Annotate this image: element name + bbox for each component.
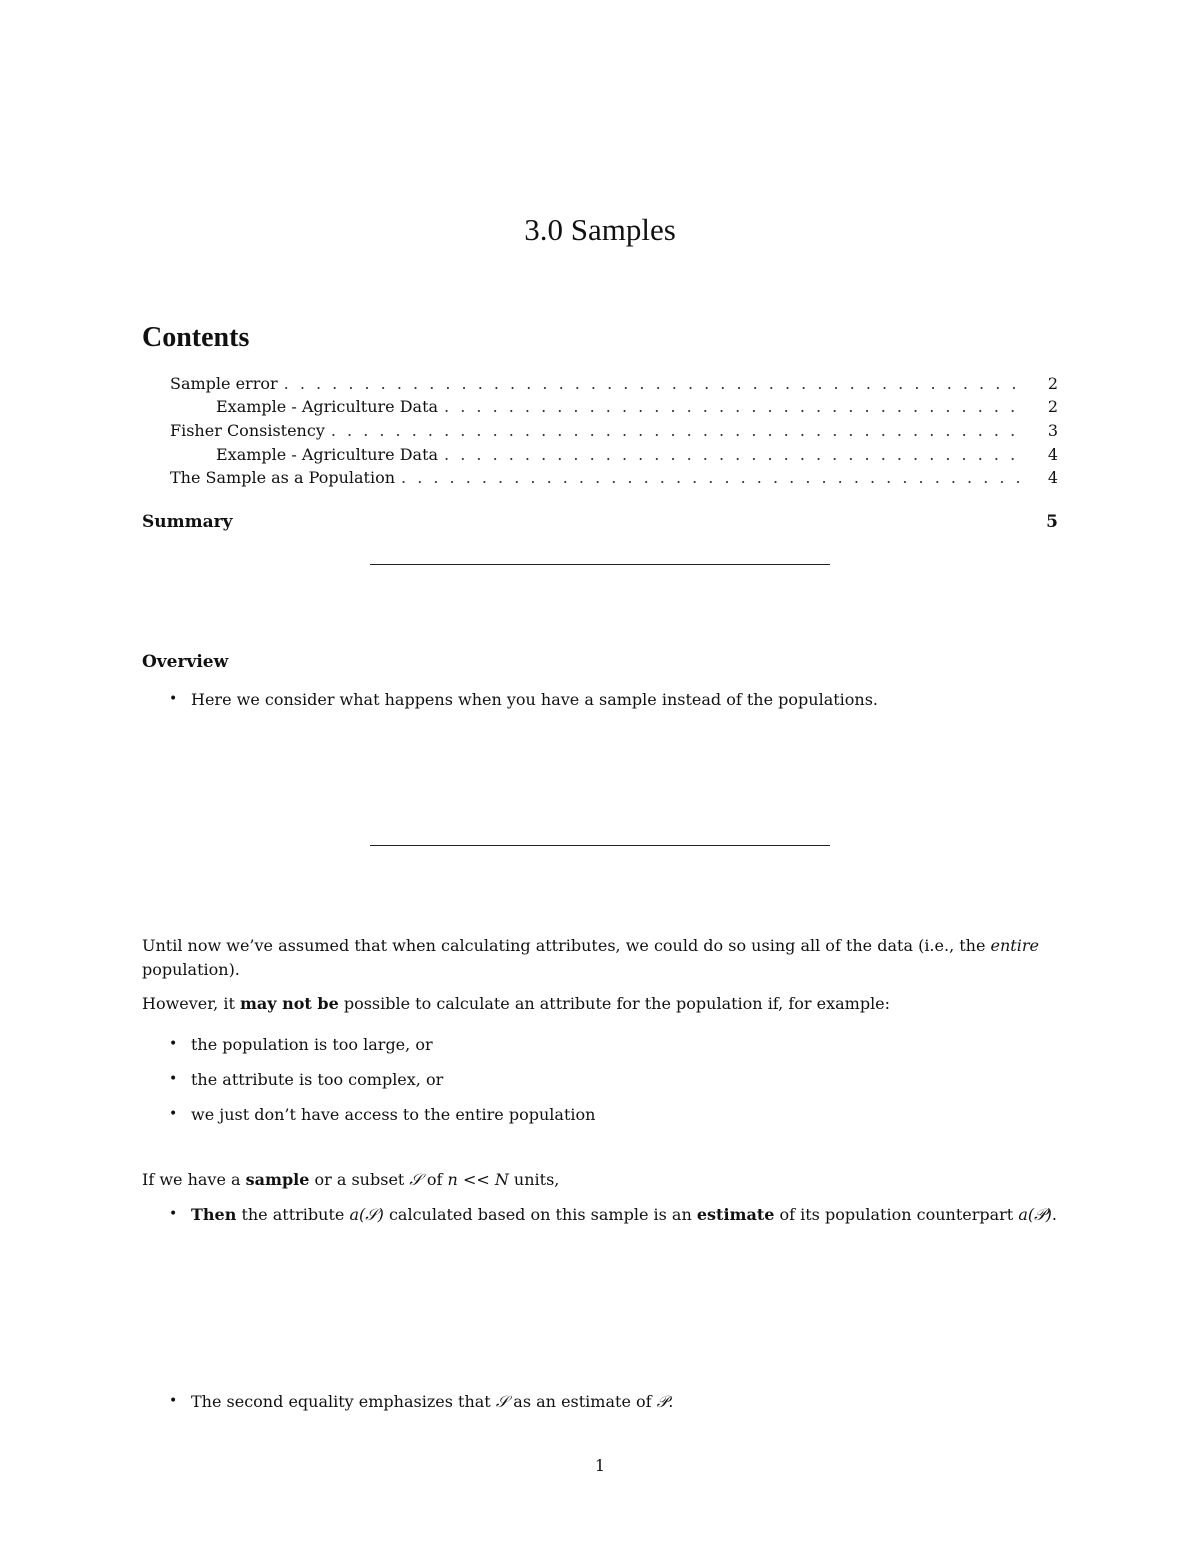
equality-list [165, 1390, 673, 1413]
toc-leader-dots [401, 468, 1024, 487]
overview-heading: Overview [142, 652, 229, 672]
text-run: or a subset [309, 1170, 410, 1189]
text-run: . [668, 1392, 674, 1411]
toc-entry-sample-as-population[interactable] [142, 468, 1058, 491]
math-symbol: 𝒫 [656, 1392, 669, 1411]
contents-heading: Contents [142, 322, 250, 353]
toc-entry-page: 4 [1047, 468, 1058, 487]
text-run: However, it [142, 994, 240, 1013]
math-symbol: 𝒮 [495, 1392, 509, 1411]
text-run: Until now we’ve assumed that when calculating attributes, we could do so using all of the data (i.e., the [142, 936, 991, 955]
math-expression: a(𝒮) [349, 1205, 384, 1224]
paragraph-however [142, 992, 1060, 1016]
toc-entry-summary[interactable] [142, 512, 1058, 536]
paragraph-intro [142, 934, 1060, 982]
toc-entry-page: 3 [1047, 421, 1058, 440]
emphasis-text: entire [990, 936, 1039, 955]
horizontal-rule [370, 845, 830, 846]
text-run: population). [142, 960, 240, 979]
bold-text: estimate [696, 1205, 775, 1224]
bold-text: sample [245, 1170, 310, 1189]
toc-entry-label: The Sample as a Population [170, 468, 396, 487]
toc-entry-page: 2 [1047, 397, 1058, 416]
text-run: as an estimate of [508, 1392, 657, 1411]
toc-entry-label: Example - Agriculture Data [216, 397, 439, 416]
text-run: The second equality emphasizes that [191, 1392, 496, 1411]
toc-entry-label: Sample error [170, 374, 278, 393]
toc-summary-page: 5 [1046, 512, 1058, 532]
text-run: units, [508, 1170, 560, 1189]
paragraph-sample [142, 1168, 1060, 1192]
text-run: . [1051, 1205, 1057, 1224]
text-run: of its population counterpart [774, 1205, 1019, 1224]
toc-leader-dots [444, 445, 1024, 464]
toc-leader-dots [331, 421, 1024, 440]
list-item: • the population is too large, or [165, 1027, 595, 1062]
toc-entry-example-agriculture-1[interactable] [142, 397, 1058, 420]
text-run: possible to calculate an attribute for the population if, for example: [338, 994, 891, 1013]
list-item [165, 1390, 673, 1413]
bold-text: Then [191, 1205, 237, 1224]
document-title: 3.0 Samples [524, 212, 676, 247]
toc-entry-label: Example - Agriculture Data [216, 445, 439, 464]
list-item: • the attribute is too complex, or [165, 1062, 595, 1097]
estimate-list [165, 1203, 1060, 1226]
toc-entry-label: Fisher Consistency [170, 421, 325, 440]
bold-text: may not be [239, 994, 339, 1013]
toc-entry-sample-error[interactable] [142, 374, 1058, 397]
toc-entry-page: 2 [1047, 374, 1058, 393]
math-expression: n << N [447, 1170, 509, 1189]
text-run: of [421, 1170, 448, 1189]
toc-entry-example-agriculture-2[interactable] [142, 445, 1058, 468]
list-item: • Here we consider what happens when you have a sample instead of the populations. [165, 688, 878, 711]
text-run: the attribute [236, 1205, 350, 1224]
reasons-list [165, 1027, 595, 1132]
text-run: calculated based on this sample is an [383, 1205, 697, 1224]
toc-leader-dots [284, 374, 1024, 393]
list-item: • we just don’t have access to the entire population [165, 1097, 595, 1132]
toc-entry-fisher-consistency[interactable] [142, 421, 1058, 444]
horizontal-rule [370, 564, 830, 565]
math-expression: a(𝒫) [1018, 1205, 1052, 1224]
math-symbol: 𝒮 [409, 1170, 422, 1189]
toc-summary-label: Summary [142, 512, 233, 532]
list-item [165, 1203, 1060, 1226]
toc-leader-dots [444, 397, 1024, 416]
page-number: 1 [594, 1456, 606, 1475]
text-run: If we have a [142, 1170, 246, 1189]
overview-list [165, 688, 878, 711]
toc-entry-page: 4 [1047, 445, 1058, 464]
